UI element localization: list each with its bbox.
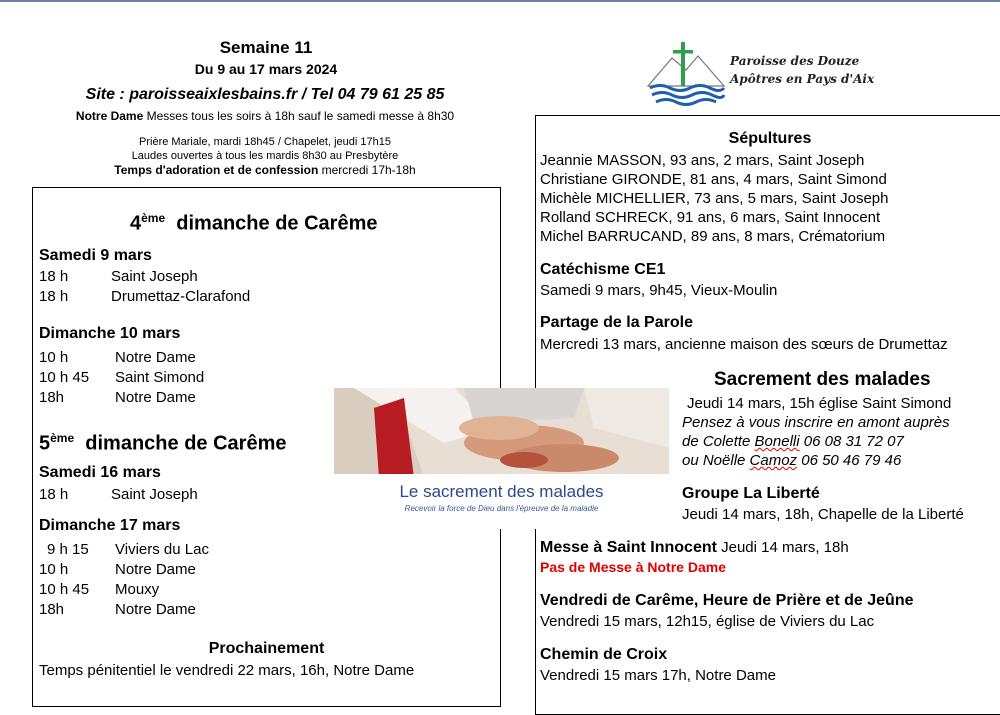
mass-row (39, 389, 196, 406)
sunday-4-number: 4 (130, 212, 142, 235)
mass-time: 18h (39, 601, 65, 618)
day-dimanche-17: Dimanche 17 mars (39, 517, 181, 534)
sacrement-photo (334, 388, 669, 529)
notre-dame-label: Notre Dame (75, 109, 144, 123)
mass-row (39, 268, 198, 285)
note-text: de Colette (682, 433, 755, 450)
parish-name (730, 52, 874, 88)
no-mass-notice: Pas de Messe à Notre Dame (540, 559, 726, 575)
sepulture-item: Michel BARRUCAND, 89 ans, 8 mars, Crématorium (540, 228, 886, 245)
notre-dame-text: Messes tous les soirs à 18h sauf le samedi messe à 8h30 (143, 109, 455, 123)
mass-time: 10 h (39, 561, 69, 578)
partage-text: Mercredi 13 mars, ancienne maison des sœurs de Drumettaz (540, 336, 948, 353)
mass-time: 10 h 45 (39, 581, 90, 598)
mass-row (39, 581, 160, 598)
mass-row (39, 288, 251, 305)
liberte-heading: Groupe La Liberté (682, 485, 820, 502)
mass-row (39, 349, 196, 366)
sunday-5-text: dimanche de Carême (85, 432, 287, 455)
sepulture-item: Christiane GIRONDE, 81 ans, 4 mars, Saint Simond (540, 171, 887, 188)
innocent-line (540, 539, 849, 557)
mass-place: Notre Dame (115, 349, 196, 366)
cross-waves-icon (646, 40, 726, 106)
mass-row (39, 561, 196, 578)
week-title: Semaine 11 (219, 38, 313, 57)
sacrement-note-3 (682, 452, 901, 469)
contact-name: Camoz (749, 452, 798, 469)
adoration-label: Temps d'adoration et de confession (114, 163, 319, 177)
catechisme-text: Samedi 9 mars, 9h45, Vieux-Moulin (540, 282, 778, 299)
mass-time: 18 h (39, 486, 69, 503)
mass-place: Drumettaz-Clarafond (111, 288, 251, 305)
photo-title: Le sacrement des malades (399, 482, 604, 501)
liberte-text: Jeudi 14 mars, 18h, Chapelle de la Liberté (682, 506, 964, 523)
mass-place: Viviers du Lac (115, 541, 209, 558)
parish-name-line2: Apôtres en Pays d'Aix (730, 72, 875, 86)
top-border (0, 0, 1000, 2)
mass-time: 18h (39, 389, 65, 406)
mass-row (39, 486, 198, 503)
sacrement-text: Jeudi 14 mars, 15h église Saint Simond (687, 395, 952, 412)
mass-place: Notre Dame (115, 561, 196, 578)
day-samedi-9: Samedi 9 mars (39, 247, 152, 264)
parish-logo (646, 40, 906, 110)
day-samedi-16: Samedi 16 mars (39, 464, 161, 481)
hands-anointing-image (334, 388, 669, 478)
sacrement-note-2 (682, 433, 904, 450)
croix-text: Vendredi 15 mars 17h, Notre Dame (540, 667, 776, 684)
sunday-5-heading (39, 431, 286, 456)
sacrement-note-1: Pensez à vous inscrire en amont auprès (682, 414, 950, 431)
mass-place: Saint Joseph (111, 486, 198, 503)
sunday-4-heading (130, 211, 377, 236)
prochainement-heading: Prochainement (208, 640, 325, 657)
mass-place: Mouxy (115, 581, 160, 598)
contact-name: Bonelli (754, 433, 800, 450)
vendredi-text: Vendredi 15 mars, 12h15, église de Viviers du Lac (540, 613, 875, 630)
sepulture-item: Rolland SCHRECK, 91 ans, 6 mars, Saint Innocent (540, 209, 881, 226)
croix-heading: Chemin de Croix (540, 646, 668, 663)
sacrement-heading: Sacrement des malades (714, 369, 931, 390)
adoration-text: mercredi 17h-18h (318, 163, 416, 177)
mass-time: 9 h 15 (47, 541, 89, 558)
site-and-phone: Site : paroisseaixlesbains.fr / Tel 04 79 61 25 85 (85, 86, 445, 103)
sunday-5-number: 5 (39, 432, 51, 455)
innocent-text: Jeudi 14 mars, 18h (716, 539, 849, 556)
mass-place: Saint Simond (115, 369, 205, 386)
vendredi-heading: Vendredi de Carême, Heure de Prière et de Jeûne (540, 592, 914, 609)
prayer-schedule (60, 135, 470, 163)
mass-row (47, 541, 209, 558)
mass-row (39, 369, 205, 386)
sepultures-heading: Sépultures (728, 130, 812, 147)
contact-phone: 06 08 31 72 07 (799, 433, 904, 450)
mass-time: 10 h 45 (39, 369, 90, 386)
laudes: Laudes ouvertes à tous les mardis 8h30 au Presbytère (131, 150, 399, 162)
week-dates: Du 9 au 17 mars 2024 (194, 61, 338, 77)
mass-row (39, 601, 196, 618)
parish-name-line1: Paroisse des Douze (730, 54, 860, 68)
sunday-5-sup: ème (50, 431, 75, 445)
mass-time: 10 h (39, 349, 69, 366)
innocent-heading: Messe à Saint Innocent (540, 539, 717, 556)
mass-place: Saint Joseph (111, 268, 198, 285)
note-text: ou Noëlle (682, 452, 750, 469)
priere-mariale: Prière Mariale, mardi 18h45 / Chapelet, jeudi 17h15 (139, 136, 391, 148)
contact-phone: 06 50 46 79 46 (797, 452, 902, 469)
mass-time: 18 h (39, 268, 69, 285)
partage-heading: Partage de la Parole (540, 314, 693, 331)
mass-place: Notre Dame (115, 389, 196, 406)
sepulture-item: Michèle MICHELLIER, 73 ans, 5 mars, Saint Joseph (540, 190, 889, 207)
mass-place: Notre Dame (115, 601, 196, 618)
day-dimanche-10: Dimanche 10 mars (39, 325, 181, 342)
mass-time: 18 h (39, 288, 69, 305)
sepulture-item: Jeannie MASSON, 93 ans, 2 mars, Saint Joseph (540, 152, 865, 169)
penitentiel-text: Temps pénitentiel le vendredi 22 mars, 16h, Notre Dame (39, 662, 415, 679)
sunday-4-sup: ème (141, 211, 166, 225)
adoration (60, 163, 470, 177)
catechisme-heading: Catéchisme CE1 (540, 261, 666, 278)
photo-subtitle: Recevoir la force de Dieu dans l'épreuve de la maladie (404, 504, 599, 513)
notre-dame-masses (30, 109, 500, 123)
sunday-4-text: dimanche de Carême (176, 212, 378, 235)
